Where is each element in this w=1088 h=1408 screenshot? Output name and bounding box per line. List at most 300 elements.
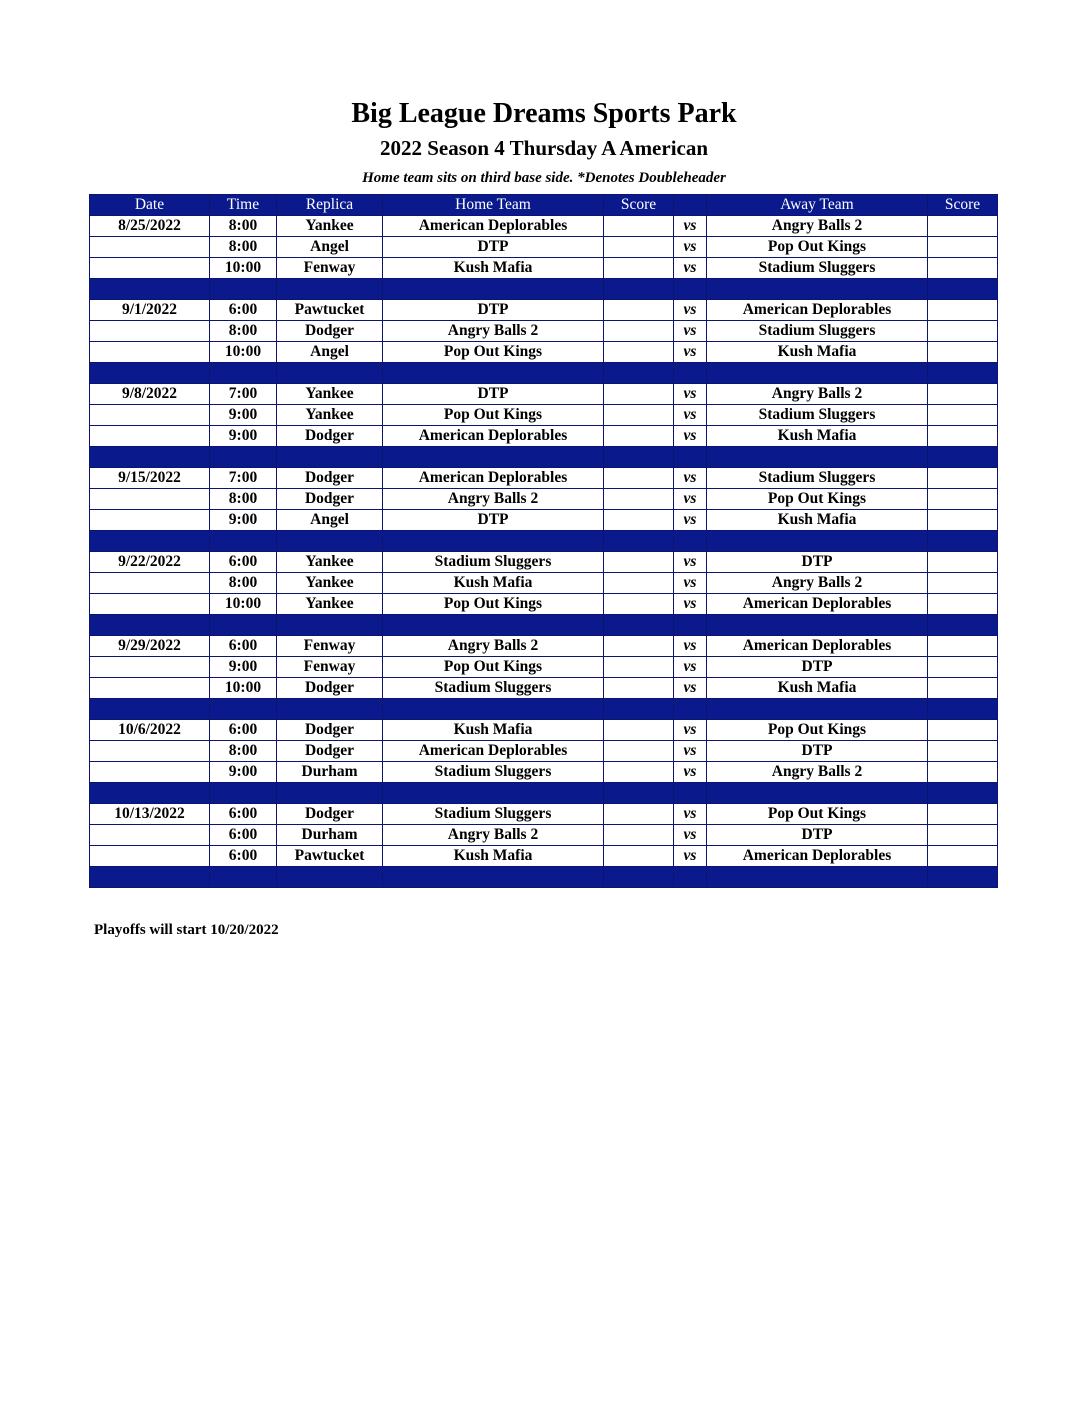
game-row: [90, 468, 998, 489]
home-team: American Deplorables: [383, 426, 604, 447]
table-header-row: [90, 195, 998, 216]
separator-cell: [277, 783, 383, 804]
game-time: 6:00: [210, 825, 277, 846]
away-score: [928, 237, 998, 258]
separator-cell: [277, 447, 383, 468]
away-score: [928, 636, 998, 657]
away-score: [928, 720, 998, 741]
home-score: [604, 804, 674, 825]
separator-cell: [604, 363, 674, 384]
page-title: Big League Dreams Sports Park: [351, 98, 737, 129]
away-score: [928, 846, 998, 867]
playoffs-note: Playoffs will start 10/20/2022: [94, 922, 279, 938]
vs-label: vs: [674, 720, 707, 741]
away-team: DTP: [707, 825, 928, 846]
separator-cell: [90, 615, 210, 636]
game-field: Dodger: [277, 468, 383, 489]
home-score: [604, 258, 674, 279]
separator-cell: [928, 867, 998, 888]
game-time: 6:00: [210, 552, 277, 573]
game-date: 10/13/2022: [90, 804, 210, 825]
game-field: Dodger: [277, 489, 383, 510]
game-field: Yankee: [277, 594, 383, 615]
separator-cell: [90, 867, 210, 888]
away-team: Angry Balls 2: [707, 762, 928, 783]
week-separator-row: [90, 783, 998, 804]
game-time: 8:00: [210, 216, 277, 237]
week-separator-row: [90, 363, 998, 384]
home-score: [604, 552, 674, 573]
vs-label: vs: [674, 321, 707, 342]
home-score: [604, 300, 674, 321]
game-field: Dodger: [277, 741, 383, 762]
separator-cell: [277, 699, 383, 720]
game-row: [90, 405, 998, 426]
away-score: [928, 804, 998, 825]
home-score: [604, 846, 674, 867]
vs-label: vs: [674, 552, 707, 573]
vs-label: vs: [674, 384, 707, 405]
away-team: Angry Balls 2: [707, 573, 928, 594]
away-score: [928, 384, 998, 405]
separator-cell: [707, 867, 928, 888]
separator-cell: [674, 447, 707, 468]
game-field: Yankee: [277, 405, 383, 426]
separator-cell: [707, 531, 928, 552]
separator-cell: [90, 699, 210, 720]
game-field: Durham: [277, 762, 383, 783]
separator-cell: [90, 279, 210, 300]
game-row: [90, 762, 998, 783]
separator-cell: [210, 867, 277, 888]
column-header-replica: Replica: [277, 195, 383, 216]
separator-cell: [674, 615, 707, 636]
home-team: Angry Balls 2: [383, 321, 604, 342]
game-time: 10:00: [210, 342, 277, 363]
home-score: [604, 657, 674, 678]
home-score: [604, 636, 674, 657]
away-team: Stadium Sluggers: [707, 321, 928, 342]
away-team: DTP: [707, 741, 928, 762]
separator-cell: [383, 615, 604, 636]
separator-cell: [210, 783, 277, 804]
away-team: American Deplorables: [707, 594, 928, 615]
vs-label: vs: [674, 426, 707, 447]
away-team: American Deplorables: [707, 846, 928, 867]
vs-label: vs: [674, 342, 707, 363]
separator-cell: [928, 783, 998, 804]
separator-cell: [674, 699, 707, 720]
game-time: 9:00: [210, 762, 277, 783]
away-score: [928, 258, 998, 279]
game-row: [90, 384, 998, 405]
away-score: [928, 321, 998, 342]
game-row: [90, 636, 998, 657]
home-team: American Deplorables: [383, 741, 604, 762]
game-time: 8:00: [210, 237, 277, 258]
game-date: [90, 426, 210, 447]
away-team: Pop Out Kings: [707, 237, 928, 258]
game-time: 10:00: [210, 258, 277, 279]
away-score: [928, 573, 998, 594]
game-row: [90, 804, 998, 825]
game-time: 8:00: [210, 489, 277, 510]
separator-cell: [604, 279, 674, 300]
separator-cell: [90, 783, 210, 804]
game-row: [90, 426, 998, 447]
home-team: Kush Mafia: [383, 720, 604, 741]
game-row: [90, 300, 998, 321]
separator-cell: [604, 783, 674, 804]
home-score: [604, 573, 674, 594]
week-separator-row: [90, 699, 998, 720]
away-score: [928, 657, 998, 678]
away-team: Stadium Sluggers: [707, 258, 928, 279]
home-team: DTP: [383, 384, 604, 405]
game-date: [90, 489, 210, 510]
schedule-body: [90, 216, 998, 888]
game-date: [90, 657, 210, 678]
week-separator-row: [90, 531, 998, 552]
game-field: Yankee: [277, 216, 383, 237]
separator-cell: [707, 447, 928, 468]
away-team: Kush Mafia: [707, 342, 928, 363]
home-score: [604, 405, 674, 426]
game-date: 9/1/2022: [90, 300, 210, 321]
week-separator-row: [90, 867, 998, 888]
separator-cell: [277, 615, 383, 636]
away-team: Pop Out Kings: [707, 489, 928, 510]
separator-cell: [210, 699, 277, 720]
game-date: [90, 825, 210, 846]
vs-label: vs: [674, 489, 707, 510]
game-row: [90, 678, 998, 699]
game-time: 6:00: [210, 720, 277, 741]
separator-cell: [383, 279, 604, 300]
vs-label: vs: [674, 510, 707, 531]
away-team: Stadium Sluggers: [707, 468, 928, 489]
game-row: [90, 720, 998, 741]
separator-cell: [674, 867, 707, 888]
away-team: Angry Balls 2: [707, 384, 928, 405]
game-date: [90, 258, 210, 279]
home-score: [604, 762, 674, 783]
vs-label: vs: [674, 258, 707, 279]
home-score: [604, 468, 674, 489]
game-time: 6:00: [210, 804, 277, 825]
away-team: DTP: [707, 657, 928, 678]
game-date: [90, 741, 210, 762]
home-team: Pop Out Kings: [383, 657, 604, 678]
game-date: [90, 846, 210, 867]
game-date: [90, 321, 210, 342]
away-team: Angry Balls 2: [707, 216, 928, 237]
vs-label: vs: [674, 405, 707, 426]
separator-cell: [928, 615, 998, 636]
away-team: Pop Out Kings: [707, 804, 928, 825]
separator-cell: [383, 867, 604, 888]
away-team: Pop Out Kings: [707, 720, 928, 741]
away-team: Stadium Sluggers: [707, 405, 928, 426]
game-field: Fenway: [277, 657, 383, 678]
game-row: [90, 573, 998, 594]
game-date: [90, 678, 210, 699]
game-field: Fenway: [277, 636, 383, 657]
game-field: Dodger: [277, 426, 383, 447]
home-team: American Deplorables: [383, 468, 604, 489]
home-score: [604, 741, 674, 762]
column-header-time: Time: [210, 195, 277, 216]
home-team: Stadium Sluggers: [383, 678, 604, 699]
game-time: 9:00: [210, 510, 277, 531]
separator-cell: [604, 447, 674, 468]
separator-cell: [277, 279, 383, 300]
separator-cell: [674, 783, 707, 804]
game-row: [90, 321, 998, 342]
away-team: American Deplorables: [707, 300, 928, 321]
game-time: 8:00: [210, 321, 277, 342]
game-field: Dodger: [277, 321, 383, 342]
home-team: DTP: [383, 237, 604, 258]
game-field: Yankee: [277, 573, 383, 594]
game-row: [90, 216, 998, 237]
separator-cell: [707, 783, 928, 804]
separator-cell: [210, 531, 277, 552]
game-time: 9:00: [210, 657, 277, 678]
home-score: [604, 594, 674, 615]
away-team: American Deplorables: [707, 636, 928, 657]
vs-label: vs: [674, 636, 707, 657]
away-score: [928, 426, 998, 447]
vs-label: vs: [674, 678, 707, 699]
schedule-table: [89, 194, 998, 888]
home-team: Pop Out Kings: [383, 342, 604, 363]
away-score: [928, 678, 998, 699]
game-date: [90, 573, 210, 594]
game-date: [90, 342, 210, 363]
away-score: [928, 405, 998, 426]
game-date: [90, 510, 210, 531]
column-header-away-team: Away Team: [707, 195, 928, 216]
home-team: Stadium Sluggers: [383, 804, 604, 825]
vs-label: vs: [674, 573, 707, 594]
game-field: Pawtucket: [277, 846, 383, 867]
home-score: [604, 489, 674, 510]
separator-cell: [210, 447, 277, 468]
vs-label: vs: [674, 804, 707, 825]
separator-cell: [928, 699, 998, 720]
away-team: Kush Mafia: [707, 678, 928, 699]
separator-cell: [928, 363, 998, 384]
away-score: [928, 762, 998, 783]
home-team: DTP: [383, 300, 604, 321]
away-team: Kush Mafia: [707, 426, 928, 447]
game-field: Dodger: [277, 804, 383, 825]
away-team: DTP: [707, 552, 928, 573]
game-row: [90, 657, 998, 678]
game-date: [90, 594, 210, 615]
home-team: Pop Out Kings: [383, 405, 604, 426]
game-row: [90, 846, 998, 867]
game-time: 9:00: [210, 426, 277, 447]
column-header-vs: [674, 195, 707, 216]
home-score: [604, 342, 674, 363]
away-score: [928, 489, 998, 510]
separator-cell: [277, 363, 383, 384]
game-time: 6:00: [210, 846, 277, 867]
game-date: 9/22/2022: [90, 552, 210, 573]
game-date: 9/29/2022: [90, 636, 210, 657]
home-score: [604, 678, 674, 699]
game-time: 10:00: [210, 594, 277, 615]
away-team: Kush Mafia: [707, 510, 928, 531]
vs-label: vs: [674, 846, 707, 867]
separator-cell: [210, 615, 277, 636]
home-team: Stadium Sluggers: [383, 552, 604, 573]
separator-cell: [928, 531, 998, 552]
game-time: 7:00: [210, 384, 277, 405]
away-score: [928, 552, 998, 573]
home-score: [604, 321, 674, 342]
home-score: [604, 216, 674, 237]
home-score: [604, 237, 674, 258]
vs-label: vs: [674, 468, 707, 489]
away-score: [928, 825, 998, 846]
game-row: [90, 825, 998, 846]
game-field: Angel: [277, 510, 383, 531]
separator-cell: [383, 699, 604, 720]
separator-cell: [277, 531, 383, 552]
game-time: 8:00: [210, 741, 277, 762]
separator-cell: [674, 279, 707, 300]
game-field: Angel: [277, 342, 383, 363]
game-date: [90, 762, 210, 783]
game-row: [90, 237, 998, 258]
vs-label: vs: [674, 237, 707, 258]
home-score: [604, 825, 674, 846]
separator-cell: [707, 363, 928, 384]
game-date: [90, 237, 210, 258]
home-team: Kush Mafia: [383, 846, 604, 867]
vs-label: vs: [674, 216, 707, 237]
vs-label: vs: [674, 741, 707, 762]
column-header-away-score: Score: [928, 195, 998, 216]
game-date: 10/6/2022: [90, 720, 210, 741]
game-date: 9/8/2022: [90, 384, 210, 405]
away-score: [928, 594, 998, 615]
home-team: Angry Balls 2: [383, 636, 604, 657]
away-score: [928, 300, 998, 321]
game-time: 8:00: [210, 573, 277, 594]
separator-cell: [90, 447, 210, 468]
game-row: [90, 594, 998, 615]
game-date: 8/25/2022: [90, 216, 210, 237]
home-team: Kush Mafia: [383, 258, 604, 279]
away-score: [928, 741, 998, 762]
separator-cell: [383, 783, 604, 804]
vs-label: vs: [674, 657, 707, 678]
game-row: [90, 741, 998, 762]
separator-cell: [707, 699, 928, 720]
game-time: 10:00: [210, 678, 277, 699]
home-team: American Deplorables: [383, 216, 604, 237]
game-field: Yankee: [277, 552, 383, 573]
separator-cell: [604, 615, 674, 636]
separator-cell: [928, 279, 998, 300]
game-field: Durham: [277, 825, 383, 846]
column-header-home-team: Home Team: [383, 195, 604, 216]
home-score: [604, 426, 674, 447]
game-field: Fenway: [277, 258, 383, 279]
away-score: [928, 468, 998, 489]
game-date: [90, 405, 210, 426]
separator-cell: [604, 867, 674, 888]
column-header-home-score: Score: [604, 195, 674, 216]
game-field: Dodger: [277, 720, 383, 741]
game-field: Dodger: [277, 678, 383, 699]
away-score: [928, 342, 998, 363]
game-row: [90, 342, 998, 363]
game-time: 9:00: [210, 405, 277, 426]
separator-cell: [90, 531, 210, 552]
game-row: [90, 510, 998, 531]
away-score: [928, 216, 998, 237]
home-team: Angry Balls 2: [383, 489, 604, 510]
home-team: Pop Out Kings: [383, 594, 604, 615]
vs-label: vs: [674, 762, 707, 783]
home-score: [604, 384, 674, 405]
separator-cell: [674, 531, 707, 552]
home-team: Stadium Sluggers: [383, 762, 604, 783]
vs-label: vs: [674, 825, 707, 846]
week-separator-row: [90, 279, 998, 300]
game-field: Angel: [277, 237, 383, 258]
vs-label: vs: [674, 300, 707, 321]
separator-cell: [277, 867, 383, 888]
home-score: [604, 720, 674, 741]
away-score: [928, 510, 998, 531]
game-row: [90, 258, 998, 279]
week-separator-row: [90, 447, 998, 468]
schedule-note: Home team sits on third base side. *Denotes Doubleheader: [362, 170, 726, 186]
game-field: Yankee: [277, 384, 383, 405]
separator-cell: [90, 363, 210, 384]
separator-cell: [604, 531, 674, 552]
separator-cell: [210, 279, 277, 300]
game-date: 9/15/2022: [90, 468, 210, 489]
game-row: [90, 552, 998, 573]
game-time: 7:00: [210, 468, 277, 489]
game-time: 6:00: [210, 300, 277, 321]
separator-cell: [604, 699, 674, 720]
separator-cell: [707, 615, 928, 636]
week-separator-row: [90, 615, 998, 636]
vs-label: vs: [674, 594, 707, 615]
separator-cell: [383, 531, 604, 552]
home-team: Kush Mafia: [383, 573, 604, 594]
game-time: 6:00: [210, 636, 277, 657]
game-row: [90, 489, 998, 510]
home-team: Angry Balls 2: [383, 825, 604, 846]
column-header-date: Date: [90, 195, 210, 216]
separator-cell: [928, 447, 998, 468]
home-score: [604, 510, 674, 531]
home-team: DTP: [383, 510, 604, 531]
separator-cell: [210, 363, 277, 384]
separator-cell: [674, 363, 707, 384]
separator-cell: [707, 279, 928, 300]
separator-cell: [383, 447, 604, 468]
